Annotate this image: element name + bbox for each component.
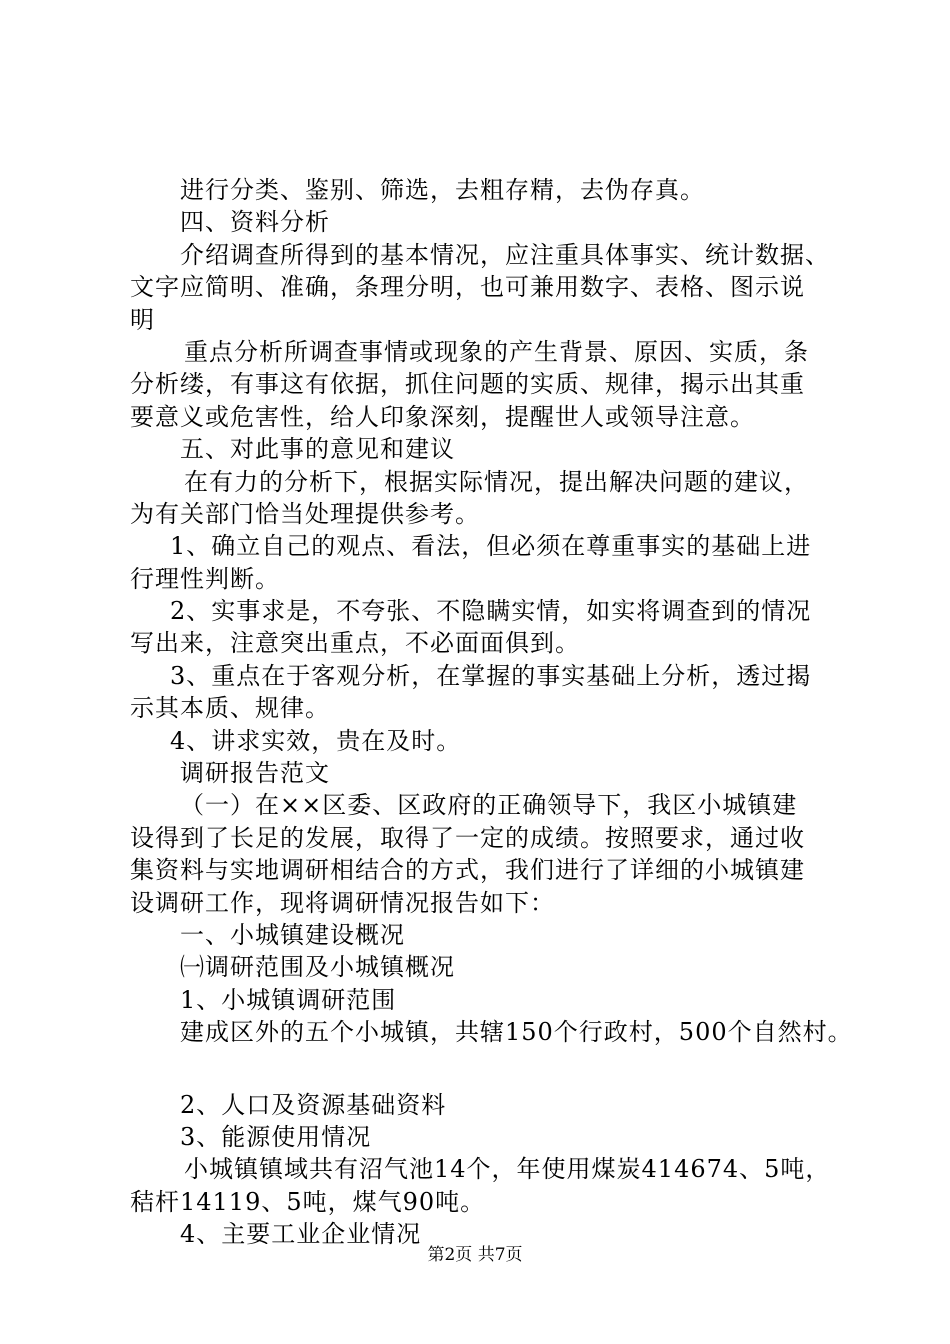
- text-line: 文字应简明、准确，条理分明，也可兼用数字、表格、图示说: [130, 273, 805, 302]
- text-line: 小城镇镇域共有沼气池14个，年使用煤炭414674、5吨，: [184, 1155, 831, 1184]
- list-item: 4、主要工业企业情况: [180, 1220, 422, 1249]
- text-line: 在有力的分析下，根据实际情况，提出解决问题的建议，: [184, 467, 809, 496]
- text-line: （一）在××区委、区政府的正确领导下，我区小城镇建: [180, 791, 798, 820]
- text-line: 设调研工作，现将调研情况报告如下：: [130, 888, 555, 917]
- list-item: 1、小城镇调研范围: [180, 985, 397, 1014]
- section-heading: 四、资料分析: [180, 208, 330, 237]
- text-line: 示其本质、规律。: [130, 694, 330, 723]
- blank-line: [130, 1049, 835, 1089]
- text-line: 重点分析所调查事情或现象的产生背景、原因、实质，条: [184, 337, 809, 366]
- text-line: 分析缕，有事这有依据，抓住问题的实质、规律，揭示出其重: [130, 370, 805, 399]
- text-line: 明: [130, 305, 155, 334]
- text-line: 行理性判断。: [130, 564, 280, 593]
- text-line: 要意义或危害性，给人印象深刻，提醒世人或领导注意。: [130, 402, 755, 431]
- section-heading: 一、小城镇建设概况: [180, 920, 405, 949]
- text-line: 介绍调查所得到的基本情况，应注重具体事实、统计数据、: [180, 240, 830, 269]
- list-item: 2、实事求是，不夸张、不隐瞒实情，如实将调查到的情况: [170, 597, 812, 626]
- document-body: [130, 174, 853, 1251]
- list-item: 4、讲求实效，贵在及时。: [170, 726, 462, 755]
- section-heading: 五、对此事的意见和建议: [180, 435, 455, 464]
- subsection-heading: ㈠调研范围及小城镇概况: [180, 953, 455, 982]
- page-number-footer: 第2页 共7页: [427, 1245, 523, 1265]
- text-line: 设得到了长足的发展，取得了一定的成绩。按照要求，通过收: [130, 823, 805, 852]
- text-line: 写出来，注意突出重点，不必面面俱到。: [130, 629, 580, 658]
- text-line: 集资料与实地调研相结合的方式，我们进行了详细的小城镇建: [130, 856, 805, 885]
- list-item: 1、确立自己的观点、看法，但必须在尊重事实的基础上进: [170, 532, 812, 561]
- text-line: 秸杆14119、5吨，煤气90吨。: [130, 1187, 486, 1216]
- section-heading: 调研报告范文: [180, 759, 330, 788]
- text-line: 进行分类、鉴别、筛选，去粗存精，去伪存真。: [180, 176, 705, 204]
- text-line: 建成区外的五个小城镇，共辖150个行政村，500个自然村。: [180, 1018, 853, 1047]
- list-item: 3、重点在于客观分析，在掌握的事实基础上分析，透过揭: [170, 661, 812, 690]
- list-item: 2、人口及资源基础资料: [180, 1090, 447, 1119]
- text-line: 为有关部门恰当处理提供参考。: [130, 499, 480, 528]
- list-item: 3、能源使用情况: [180, 1122, 372, 1151]
